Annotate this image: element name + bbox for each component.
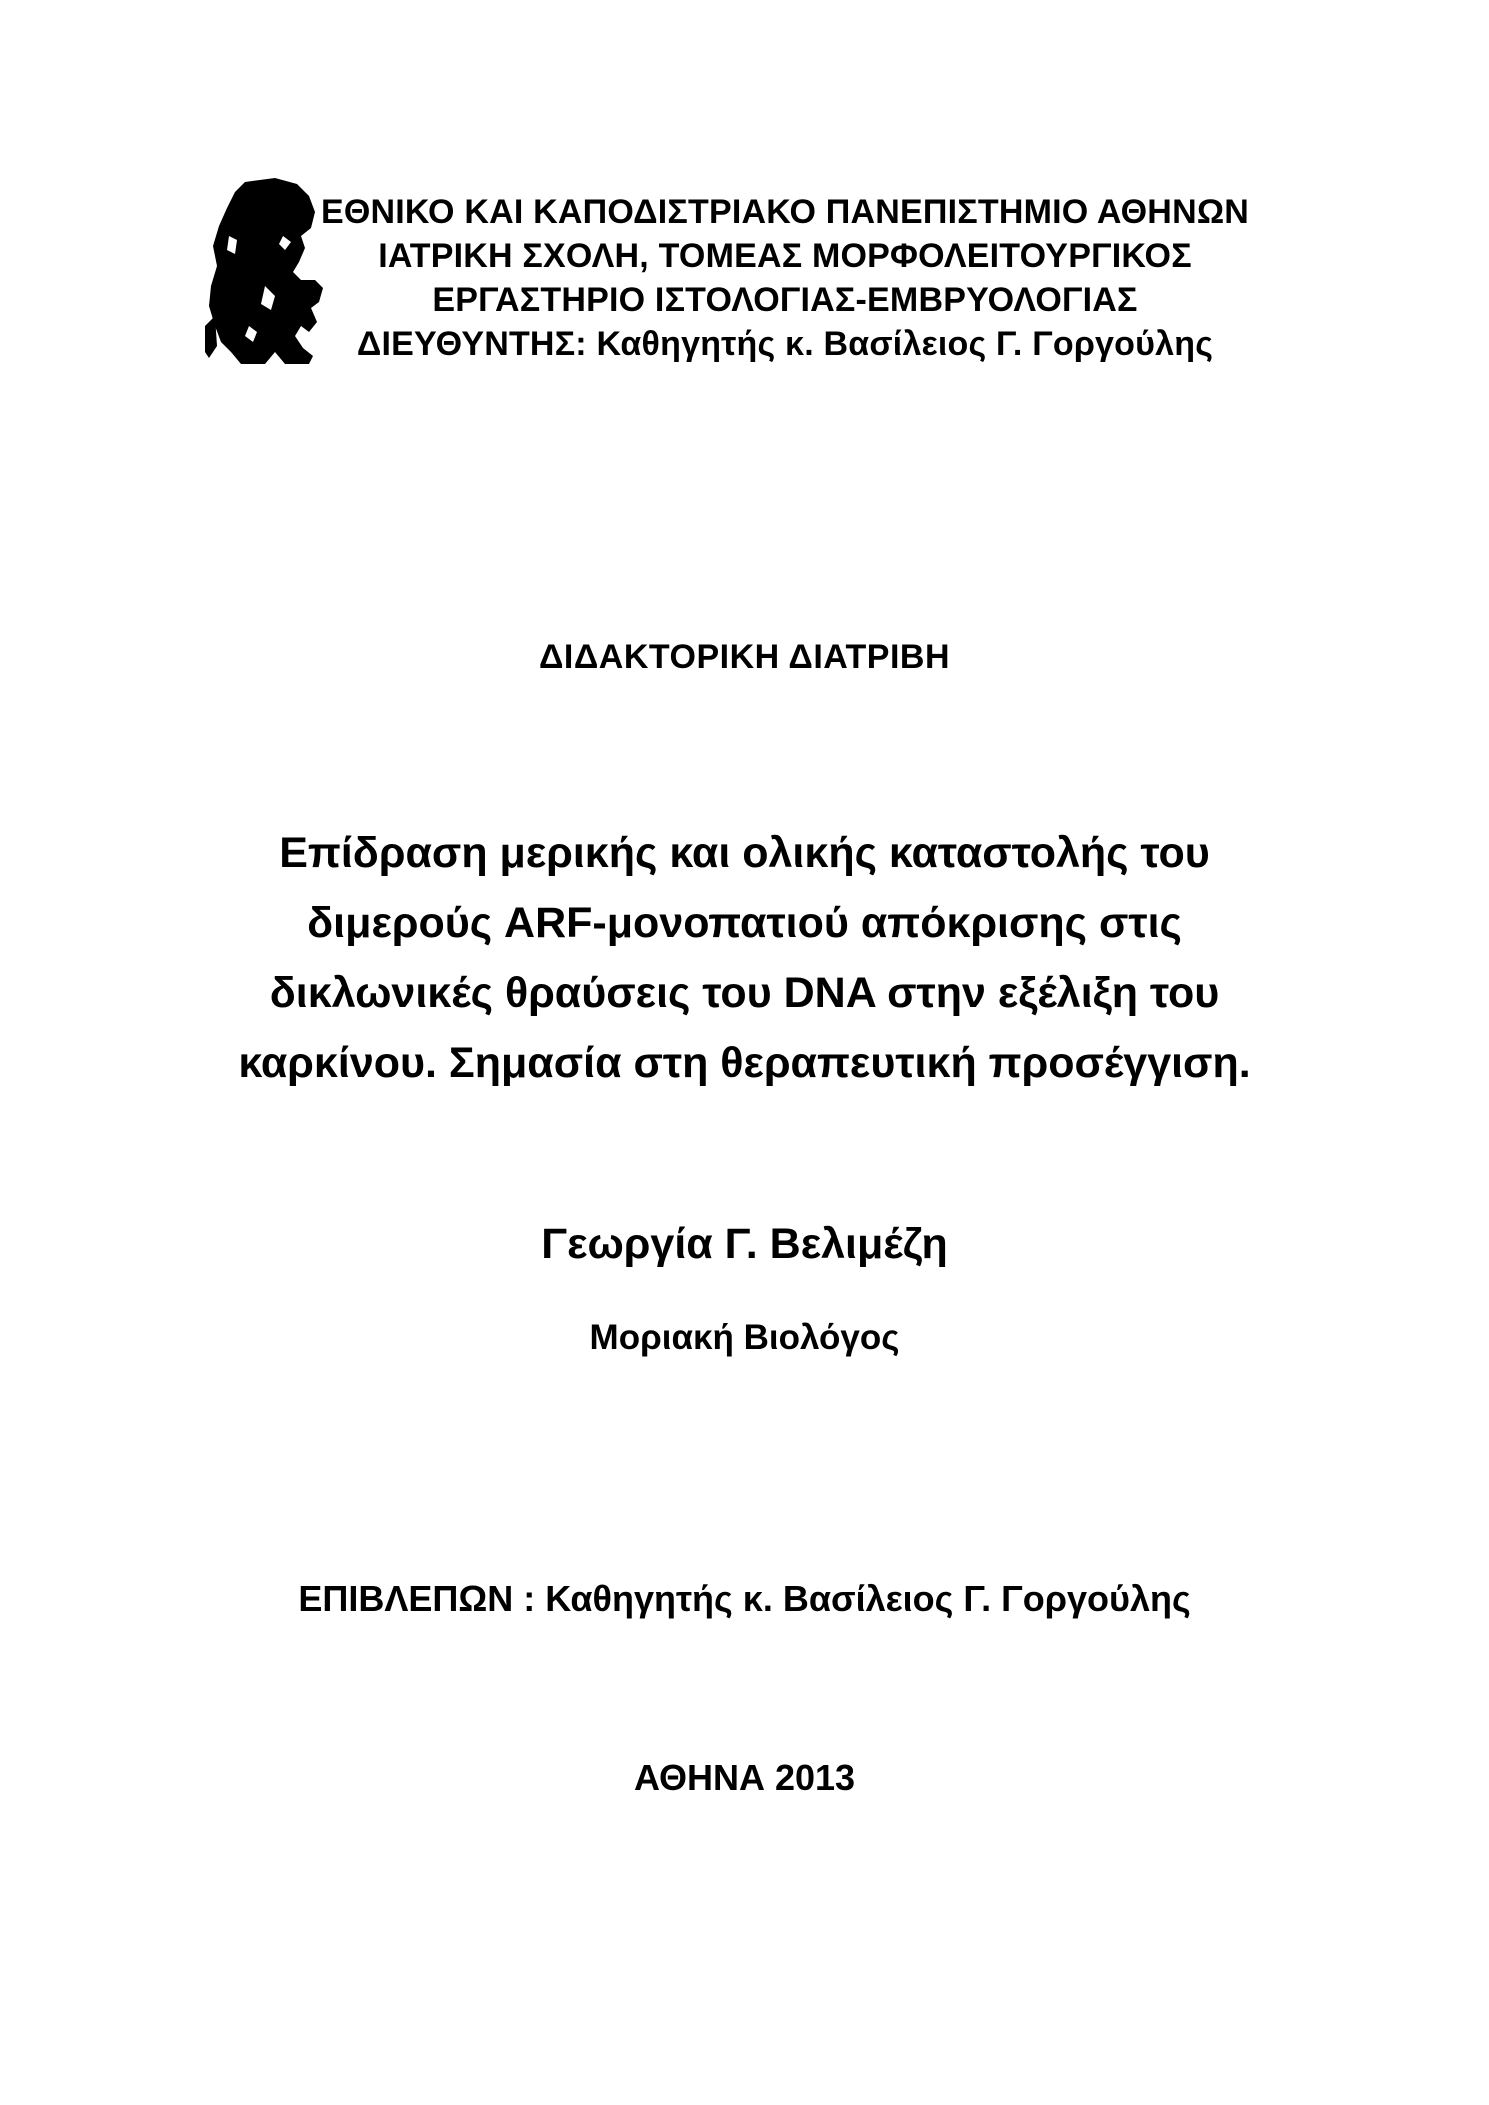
title-line: διμερούς ARF-μονοπατιού απόκρισης στις bbox=[307, 899, 1182, 947]
school-department: ΙΑΤΡΙΚΗ ΣΧΟΛΗ, ΤΟΜΕΑΣ ΜΟΡΦΟΛΕΙΤΟΥΡΓΙΚΟΣ bbox=[378, 237, 1192, 275]
institution-header bbox=[300, 190, 1270, 366]
title-line: Επίδραση μερικής και ολικής καταστολής του bbox=[279, 829, 1210, 877]
title-line: καρκίνου. Σημασία στη θεραπευτική προσέγγιση. bbox=[238, 1039, 1251, 1087]
author-role: Μοριακή Βιολόγος bbox=[589, 1318, 900, 1357]
title-line: δικλωνικές θραύσεις του DNA στην εξέλιξη του bbox=[269, 969, 1220, 1017]
place-year: ΑΘΗΝΑ 2013 bbox=[633, 1757, 856, 1798]
university-name: ΕΘΝΙΚΟ ΚΑΙ ΚΑΠΟΔΙΣΤΡΙΑΚΟ ΠΑΝΕΠΙΣΤΗΜΙΟ ΑΘΗΝΩΝ bbox=[320, 193, 1250, 231]
laboratory-name: ΕΡΓΑΣΤΗΡΙΟ ΙΣΤΟΛΟΓΙΑΣ-ΕΜΒΡΥΟΛΟΓΙΑΣ bbox=[432, 281, 1138, 319]
author-name: Γεωργία Γ. Βελιμέζη bbox=[541, 1220, 948, 1268]
document-type: ΔΙΔΑΚΤΟΡΙΚΗ ΔΙΑΤΡΙΒΗ bbox=[538, 638, 951, 676]
supervisor-line: ΕΠΙΒΛΕΠΩΝ : Καθηγητής κ. Βασίλειος Γ. Γοργούλης bbox=[298, 1578, 1191, 1619]
thesis-title bbox=[0, 818, 1489, 1098]
director-line: ΔΙΕΥΘΥΝΤΗΣ: Καθηγητής κ. Βασίλειος Γ. Γοργούλης bbox=[356, 325, 1214, 363]
